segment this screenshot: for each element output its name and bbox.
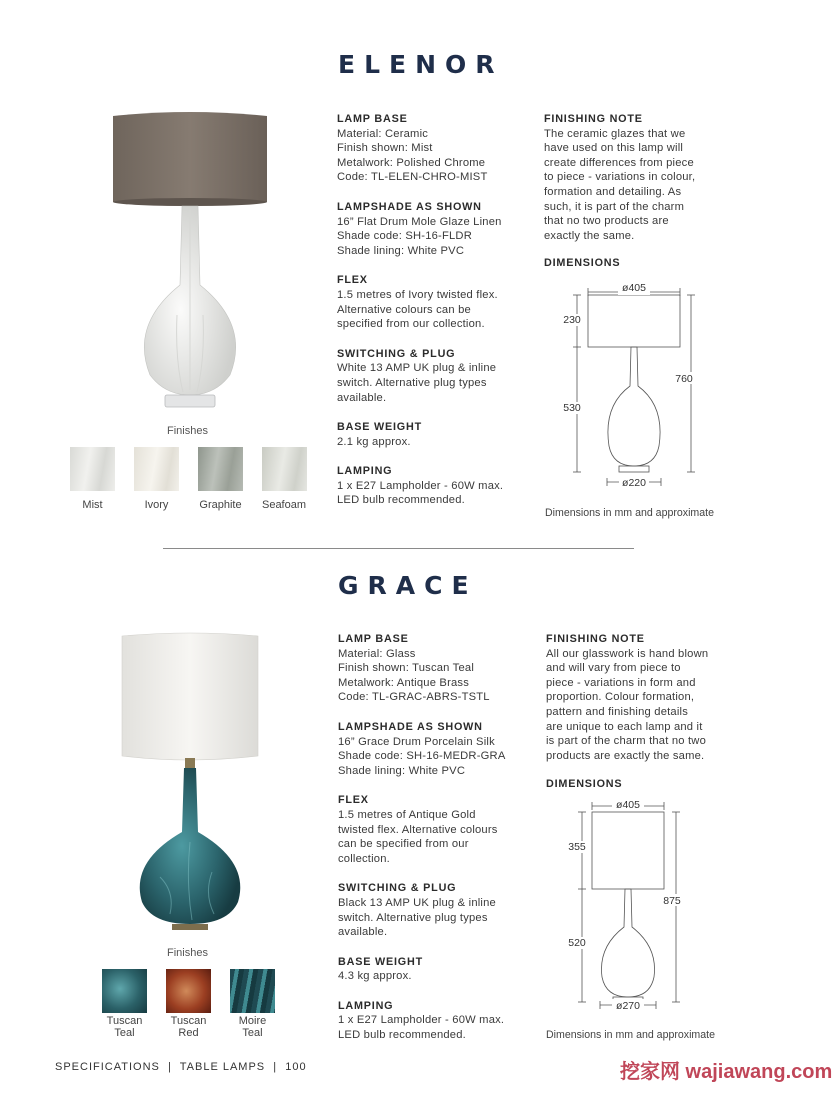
section-divider: [163, 548, 634, 549]
spec-line: available.: [337, 391, 387, 404]
spec-line: switch. Alternative plug types: [337, 376, 487, 389]
swatch-label: [158, 1015, 219, 1039]
dim-base-diameter: ø270: [616, 1000, 640, 1012]
spec-lamping: [337, 464, 532, 508]
swatch-label: [222, 1015, 283, 1039]
spec-lampshade: [337, 200, 532, 258]
finishing-note: [544, 112, 744, 243]
swatch-moire-teal: [230, 969, 275, 1013]
note-line: products are exactly the same.: [546, 749, 705, 762]
swatch-label-line: Moire: [238, 1015, 267, 1027]
spec-line: White 13 AMP UK plug & inline: [337, 362, 497, 375]
spec-heading: BASE WEIGHT: [338, 955, 423, 968]
swatch-label-line: Teal: [114, 1027, 135, 1039]
swatch-mist: [70, 447, 115, 491]
spec-line: collection.: [338, 852, 390, 865]
page-footer: SPECIFICATIONS | TABLE LAMPS | 100: [55, 1061, 307, 1073]
spec-line: 16” Grace Drum Porcelain Silk: [338, 735, 495, 748]
spec-base-weight: [338, 955, 538, 984]
spec-line: Material: Glass: [338, 647, 416, 660]
spec-line: Shade code: SH-16-FLDR: [337, 230, 472, 243]
dim-shade-height: 355: [568, 841, 586, 853]
swatch-label: Seafoam: [261, 499, 307, 511]
spec-lamp-base: [338, 632, 538, 705]
finishes-label: Finishes: [167, 425, 208, 437]
spec-lamping: [338, 999, 538, 1043]
spec-line: Alternative colours can be: [337, 303, 471, 316]
note-line: have used on this lamp will: [544, 142, 684, 155]
spec-base-weight: [337, 420, 532, 449]
note-line: pattern and finishing details: [546, 705, 689, 718]
spec-line: Shade code: SH-16-MEDR-GRA: [338, 750, 506, 763]
spec-heading: FINISHING NOTE: [544, 113, 643, 125]
swatch-label: Ivory: [144, 499, 169, 511]
dim-total-height: 875: [663, 895, 681, 907]
spec-line: 1.5 metres of Ivory twisted flex.: [337, 288, 498, 301]
spec-heading: FLEX: [338, 794, 369, 807]
note-line: and will vary from piece to: [546, 662, 681, 675]
spec-line: Black 13 AMP UK plug & inline: [338, 896, 496, 909]
swatch-graphite: [198, 447, 243, 491]
finishes-label: Finishes: [167, 947, 208, 959]
spec-heading: LAMP BASE: [338, 633, 409, 645]
note-line: are unique to each lamp and it: [546, 720, 703, 733]
dimensions-diagram: [560, 797, 720, 1015]
spec-heading: LAMPSHADE AS SHOWN: [337, 200, 482, 213]
spec-line: 16” Flat Drum Mole Glaze Linen: [337, 215, 502, 228]
swatch-tuscan-red: [166, 969, 211, 1013]
spec-line: LED bulb recommended.: [337, 494, 465, 507]
spec-lampshade: [338, 720, 538, 778]
note-line: proportion. Colour formation,: [546, 691, 695, 704]
spec-column: [337, 112, 532, 523]
lamp-image: [100, 632, 280, 944]
lamp-image: [95, 110, 285, 420]
spec-line: specified from our collection.: [337, 318, 485, 331]
swatch-label: Graphite: [199, 499, 242, 511]
spec-line: Finish shown: Tuscan Teal: [338, 662, 475, 675]
dimensions-diagram: [555, 276, 715, 492]
spec-heading: LAMPSHADE AS SHOWN: [338, 720, 483, 733]
spec-heading: LAMP BASE: [337, 113, 408, 125]
dimensions-heading: DIMENSIONS: [544, 257, 621, 269]
watermark: 挖家网 wajiawang.com: [620, 1061, 833, 1083]
product-title: GRACE: [338, 571, 478, 600]
dim-shade-height: 230: [563, 314, 581, 326]
spec-line: Shade lining: White PVC: [337, 244, 465, 257]
dimensions-note: Dimensions in mm and approximate: [545, 507, 714, 519]
dim-shade-diameter: ø405: [616, 799, 640, 811]
finishing-note: [546, 632, 746, 763]
swatch-label: [94, 1015, 155, 1039]
spec-line: Finish shown: Mist: [337, 142, 433, 155]
spec-line: Code: TL-ELEN-CHRO-MIST: [337, 171, 488, 184]
spec-heading: BASE WEIGHT: [337, 421, 422, 434]
spec-switching: [337, 347, 532, 405]
spec-flex: [338, 793, 538, 866]
spec-line: switch. Alternative plug types: [338, 911, 488, 924]
spec-line: 1 x E27 Lampholder - 60W max.: [337, 479, 504, 492]
swatch-label-line: Red: [178, 1027, 199, 1039]
spec-line: 2.1 kg approx.: [337, 435, 411, 448]
spec-heading: FINISHING NOTE: [546, 633, 645, 645]
note-line: is part of the charm that no two: [546, 735, 706, 748]
dim-shade-diameter: ø405: [622, 282, 646, 294]
spec-line: Shade lining: White PVC: [338, 764, 466, 777]
spec-column: [338, 632, 538, 1058]
note-line: exactly the same.: [544, 229, 635, 242]
spec-line: Metalwork: Antique Brass: [338, 676, 470, 689]
dimensions-note: Dimensions in mm and approximate: [546, 1029, 715, 1041]
spec-lamp-base: [337, 112, 532, 185]
spec-flex: [337, 273, 532, 331]
spec-heading: LAMPING: [338, 999, 394, 1012]
spec-line: 1 x E27 Lampholder - 60W max.: [338, 1014, 505, 1027]
dim-base-height: 520: [568, 937, 586, 949]
dim-total-height: 760: [675, 373, 693, 385]
swatch-label: Mist: [82, 499, 103, 511]
product-title: ELENOR: [338, 50, 504, 79]
swatch-ivory: [134, 447, 179, 491]
spec-line: Metalwork: Polished Chrome: [337, 156, 486, 169]
note-line: The ceramic glazes that we: [544, 127, 686, 140]
spec-switching: [338, 881, 538, 939]
spec-line: available.: [338, 926, 388, 939]
spec-line: 1.5 metres of Antique Gold: [338, 808, 476, 821]
spec-heading: LAMPING: [337, 465, 393, 478]
spec-line: can be specified from our: [338, 838, 469, 851]
dimensions-heading: DIMENSIONS: [546, 778, 623, 790]
note-line: formation and detailing. As: [544, 185, 682, 198]
note-line: piece - variations in form and: [546, 676, 696, 689]
swatch-label-line: Teal: [242, 1027, 263, 1039]
spec-line: Code: TL-GRAC-ABRS-TSTL: [338, 691, 490, 704]
note-line: create differences from piece: [544, 156, 694, 169]
note-line: such, it is part of the charm: [544, 200, 685, 213]
spec-line: 4.3 kg approx.: [338, 970, 412, 983]
spec-line: LED bulb recommended.: [338, 1029, 466, 1042]
spec-heading: SWITCHING & PLUG: [338, 882, 457, 895]
dim-base-height: 530: [563, 402, 581, 414]
spec-line: Material: Ceramic: [337, 127, 429, 140]
spec-heading: SWITCHING & PLUG: [337, 347, 456, 360]
dim-base-diameter: ø220: [622, 477, 646, 489]
spec-line: twisted flex. Alternative colours: [338, 823, 498, 836]
swatch-label-line: Tuscan: [170, 1015, 207, 1027]
note-line: that no two products are: [544, 215, 669, 228]
spec-heading: FLEX: [337, 274, 368, 287]
note-line: All our glasswork is hand blown: [546, 647, 709, 660]
swatch-tuscan-teal: [102, 969, 147, 1013]
swatch-label-line: Tuscan: [106, 1015, 143, 1027]
swatch-seafoam: [262, 447, 307, 491]
note-line: to piece - variations in colour,: [544, 171, 696, 184]
